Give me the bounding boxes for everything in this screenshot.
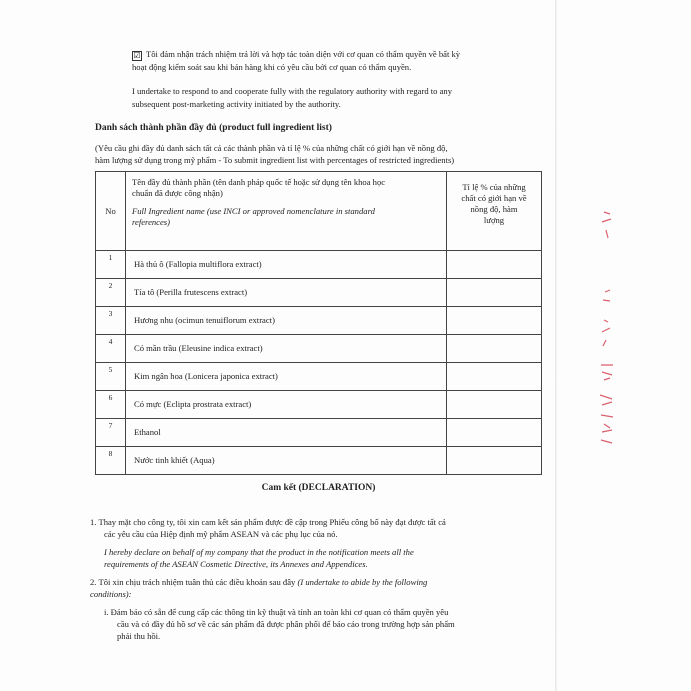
table-row xyxy=(96,307,542,335)
row-no: 4 xyxy=(108,337,113,346)
header-pct-4: lượng xyxy=(483,215,505,225)
table-row xyxy=(96,279,542,307)
declaration-title: Cam kết (DECLARATION) xyxy=(261,483,376,493)
row-no: 1 xyxy=(108,253,113,262)
row-ingredient-name: Cỏ mực (Eclipta prostrata extract) xyxy=(134,399,252,409)
table-row xyxy=(96,363,542,391)
header-no: No xyxy=(96,172,126,251)
undertaking-en-line-1: I undertake to respond to and cooperate fully with the regulatory authority with regard to any xyxy=(132,86,453,96)
row-ingredient-name: Hà thủ ô (Fallopia multiflora extract) xyxy=(134,259,262,269)
row-percentage xyxy=(447,251,542,279)
table-row xyxy=(96,419,542,447)
undertaking-vi-line-2: hoạt động kiểm soát sau khi bán hàng khi có yêu cầu bởi cơ quan có thẩm quyền. xyxy=(132,62,412,72)
declaration-item2-vi: 2. Tôi xin chịu trách nhiệm tuân thủ các điều khoản sau đây xyxy=(90,577,296,587)
table-header-row xyxy=(96,172,542,251)
row-percentage xyxy=(447,447,542,475)
row-ingredient-name: Cỏ mần trầu (Eleusine indica extract) xyxy=(134,343,263,353)
ingredient-list-title: Danh sách thành phần đầy đủ (product full ingredient list) xyxy=(95,123,332,133)
seal-fragment-marks xyxy=(596,200,622,450)
row-no: 5 xyxy=(108,365,113,374)
undertaking-en-line-2: subsequent post-marketing activity initiated by the authority. xyxy=(132,99,341,109)
undertaking-checkbox[interactable]: ☑ xyxy=(133,51,141,60)
ingredient-instruction-line-2: hàm lượng sử dụng trong mỹ phẩm - To submit ingredient list with percentages of restricted ingredients) xyxy=(95,155,455,165)
row-no: 7 xyxy=(108,421,113,430)
row-no: 6 xyxy=(108,393,113,402)
row-ingredient-name: Kim ngân hoa (Lonicera japonica extract) xyxy=(134,371,278,381)
declaration-item2-en-1: (I undertake to abide by the following xyxy=(297,577,428,587)
row-percentage xyxy=(447,391,542,419)
row-no: 8 xyxy=(108,449,113,458)
row-ingredient-name: Ethanol xyxy=(134,427,161,437)
ingredient-instruction-line-1: (Yêu cầu ghi đầy đủ danh sách tất cả các thành phần và tỉ lệ % của những chất có giới hạn về nồng độ, xyxy=(95,143,448,153)
row-percentage xyxy=(447,335,542,363)
header-percentage xyxy=(447,172,542,251)
header-name-vi-2: chuẩn đã được công nhận) xyxy=(132,187,223,198)
header-name-vi-1: Tên đầy đủ thành phần (tên danh pháp quốc tế hoặc sử dụng tên khoa học xyxy=(132,177,386,187)
row-percentage xyxy=(447,279,542,307)
header-name-en-1: Full Ingredient name (use INCI or approved nomenclature in standard xyxy=(132,206,375,216)
header-pct-2: chất có giới hạn về xyxy=(461,193,527,203)
declaration-item1-en-1: I hereby declare on behalf of my company that the product in the notification meets all the xyxy=(104,547,414,557)
declaration-item2i-line-1: i. Đảm bảo có sẵn để cung cấp các thông tin kỹ thuật và tính an toàn khi cơ quan có thẩm quyền yêu xyxy=(104,607,449,617)
header-pct-3: nồng độ, hàm xyxy=(470,204,518,214)
row-percentage xyxy=(447,419,542,447)
declaration-item1-vi-2: các yêu cầu của Hiệp định mỹ phẩm ASEAN và các phụ lục của nó. xyxy=(104,529,338,539)
table-row xyxy=(96,391,542,419)
table-row xyxy=(96,447,542,475)
declaration-item2-line-1 xyxy=(90,577,427,589)
table-row xyxy=(96,335,542,363)
header-name-en-2: references) xyxy=(132,216,171,227)
header-ingredient-name xyxy=(126,172,447,251)
table-row xyxy=(96,251,542,279)
declaration-item2-en-2: conditions): xyxy=(90,589,132,599)
row-ingredient-name: Tía tô (Perilla frutescens extract) xyxy=(134,287,248,297)
row-no: 2 xyxy=(108,281,113,290)
declaration-item1-en-2: requirements of the ASEAN Cosmetic Directive, its Annexes and Appendices. xyxy=(104,559,368,569)
declaration-item2i-line-3: phải thu hồi. xyxy=(117,631,161,641)
header-pct-1: Tỉ lệ % của những xyxy=(462,182,526,192)
row-percentage xyxy=(447,363,542,391)
ingredient-table xyxy=(95,171,542,475)
row-no: 3 xyxy=(108,309,113,318)
declaration-item1-vi-1: 1. Thay mặt cho công ty, tôi xin cam kết sản phẩm được đề cập trong Phiếu công bố này đạt được tất cả xyxy=(90,517,446,527)
undertaking-vi-line-1: Tôi đảm nhận trách nhiệm trả lời và hợp tác toàn diện với cơ quan có thẩm quyền về bất kỳ xyxy=(146,49,461,59)
row-ingredient-name: Nước tinh khiết (Aqua) xyxy=(134,455,215,465)
row-ingredient-name: Hương nhu (ocimun tenuiflorum extract) xyxy=(134,315,275,325)
page-edge xyxy=(555,0,557,691)
row-percentage xyxy=(447,307,542,335)
declaration-item2i-line-2: cầu và có đầy đủ hồ sơ về các sản phẩm đã được phân phối để báo cáo trong trường hợp sản phẩm xyxy=(117,619,455,629)
